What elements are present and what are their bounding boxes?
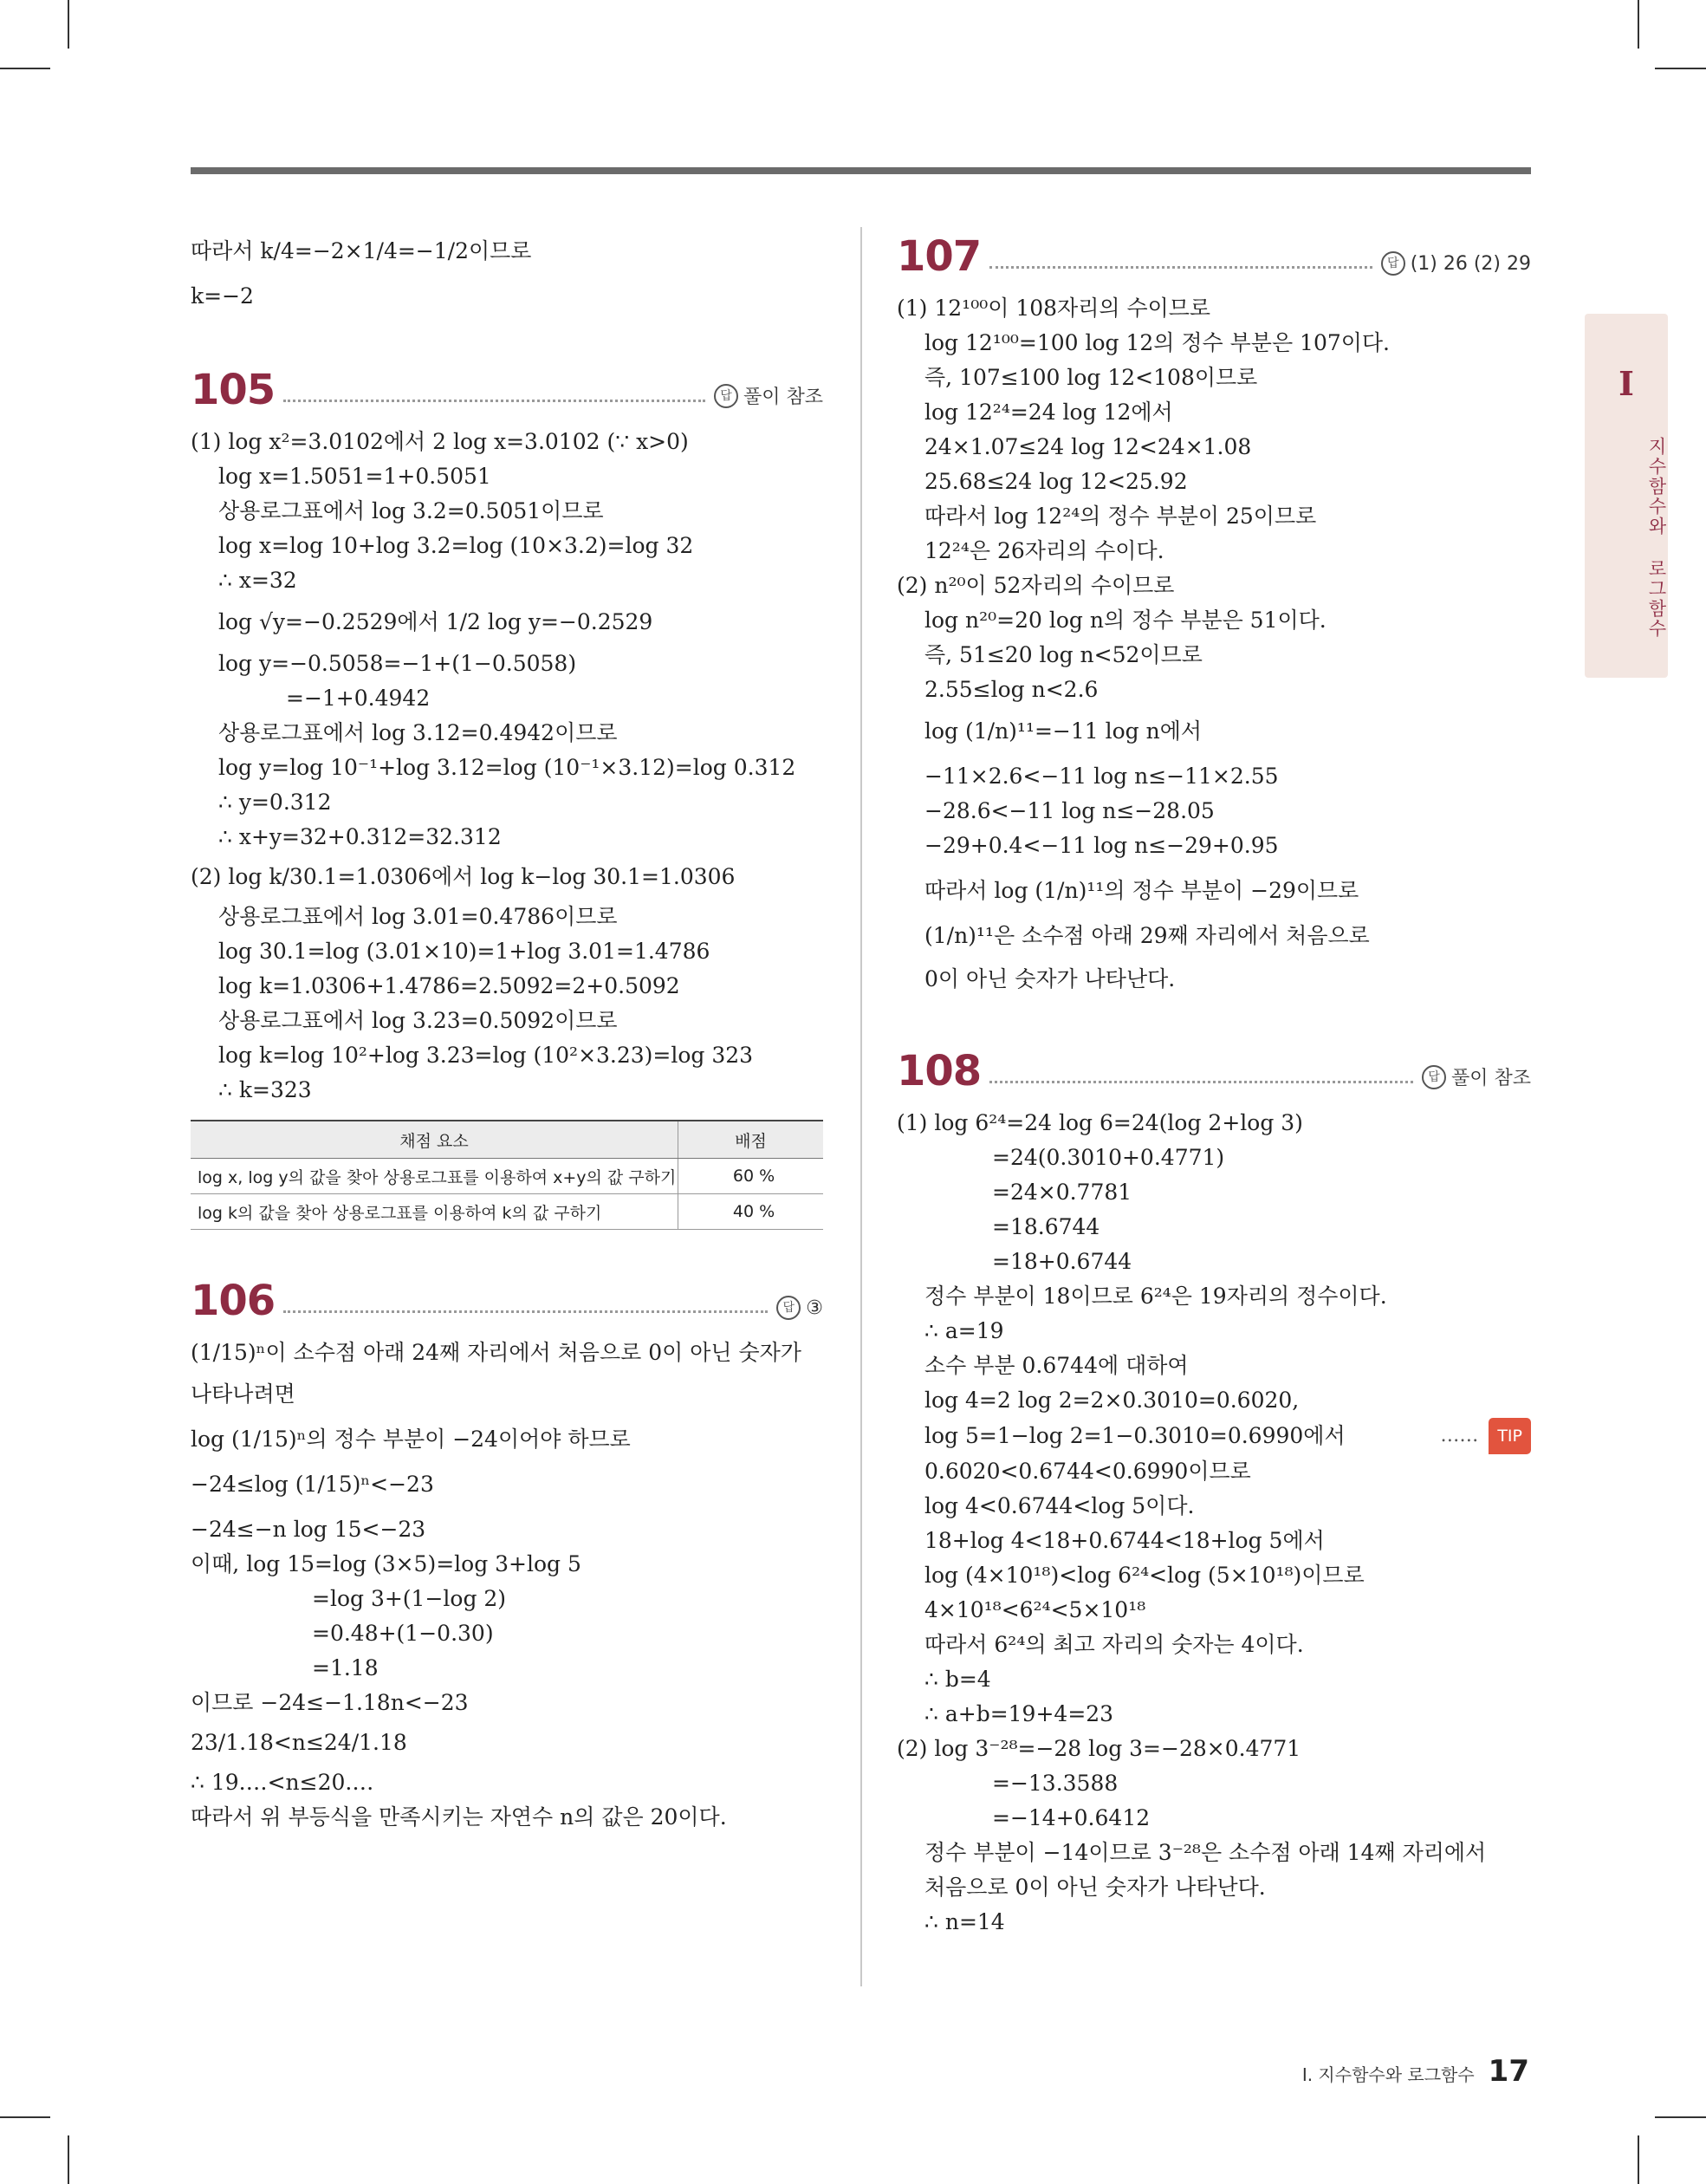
leader-dots bbox=[283, 400, 705, 402]
solution-line: =1.18 bbox=[312, 1655, 379, 1680]
leader-dots bbox=[283, 1310, 768, 1313]
crop-mark bbox=[0, 68, 50, 69]
solution-line: log (1/15)ⁿ의 정수 부분이 −24이어야 하므로 bbox=[191, 1427, 631, 1452]
left-column bbox=[191, 234, 823, 1835]
solution-line: log 30.1=log (3.01×10)=1+log 3.01=1.4786 bbox=[218, 939, 710, 964]
tip-dots: …… bbox=[1440, 1425, 1479, 1446]
solution-line: 정수 부분이 18이므로 6²⁴은 19자리의 정수이다. bbox=[924, 1284, 1387, 1309]
answer-label bbox=[714, 382, 823, 409]
solution-line: (1) log 6²⁴=24 log 6=24(log 2+log 3) bbox=[897, 1110, 1303, 1135]
text-line: 따라서 k/4=−2×1/4=−1/2이므로 bbox=[191, 238, 532, 263]
question-header bbox=[897, 234, 1531, 279]
answer-text: ③ bbox=[806, 1297, 823, 1319]
leader-dots bbox=[989, 266, 1372, 269]
solution-line: ∴ a+b=19+4=23 bbox=[924, 1701, 1114, 1726]
question-header bbox=[191, 1278, 823, 1323]
solution-line: =log 3+(1−log 2) bbox=[312, 1586, 507, 1611]
scoring-table bbox=[191, 1120, 823, 1230]
solution-line-with-tip bbox=[897, 1418, 1531, 1454]
answer-label bbox=[776, 1296, 823, 1320]
answer-text: 풀이 참조 bbox=[1450, 1068, 1531, 1089]
answer-icon: 답 bbox=[776, 1296, 801, 1320]
solution-line: 즉, 107≤100 log 12<108이므로 bbox=[924, 365, 1258, 390]
solution-line: 따라서 log 12²⁴의 정수 부분이 25이므로 bbox=[924, 504, 1317, 529]
solution-line: −24≤−n log 15<−23 bbox=[191, 1517, 426, 1542]
solution-line: 따라서 위 부등식을 만족시키는 자연수 n의 값은 20이다. bbox=[191, 1804, 727, 1830]
solution-line: log k=1.0306+1.4786=2.5092=2+0.5092 bbox=[218, 973, 680, 998]
solution-line: 25.68≤24 log 12<25.92 bbox=[924, 469, 1188, 494]
solution-line: 처음으로 0이 아닌 숫자가 나타난다. bbox=[924, 1875, 1266, 1900]
solution-line: ∴ a=19 bbox=[924, 1318, 1004, 1343]
page-number: 17 bbox=[1488, 2054, 1529, 2089]
chapter-numeral: I bbox=[1618, 364, 1634, 403]
solution-line: (1/15)ⁿ이 소수점 아래 24째 자리에서 처음으로 0이 아닌 숫자가 bbox=[191, 1340, 801, 1365]
solution-line: ∴ k=323 bbox=[218, 1077, 312, 1102]
tip-badge: TIP bbox=[1489, 1418, 1531, 1454]
header-rule bbox=[191, 167, 1531, 174]
solution-line: ∴ n=14 bbox=[924, 1909, 1005, 1934]
question-number: 108 bbox=[897, 1047, 982, 1095]
solution-line: −11×2.6<−11 log n≤−11×2.55 bbox=[924, 764, 1279, 789]
solution-line: −24≤log (1/15)ⁿ<−23 bbox=[191, 1472, 434, 1497]
solution-line: =−1+0.4942 bbox=[286, 686, 431, 711]
solution-line: 이므로 −24≤−1.18n<−23 bbox=[191, 1690, 469, 1715]
solution-line: (2) log k/30.1=1.0306에서 log k−log 30.1=1.0306 bbox=[191, 864, 736, 889]
solution-line: 즉, 51≤20 log n<52이므로 bbox=[924, 642, 1203, 667]
leader-dots bbox=[989, 1081, 1413, 1083]
solution-line: 상용로그표에서 log 3.01=0.4786이므로 bbox=[218, 904, 618, 929]
answer-icon: 답 bbox=[1422, 1065, 1446, 1089]
chapter-tab bbox=[1585, 314, 1668, 678]
solution-line: =24(0.3010+0.4771) bbox=[992, 1145, 1225, 1170]
answer-icon: 답 bbox=[1381, 251, 1405, 276]
solution-line: log x=log 10+log 3.2=log (10×3.2)=log 32 bbox=[218, 533, 694, 558]
solution-line: =18+0.6744 bbox=[992, 1249, 1132, 1274]
answer-text: (1) 26 (2) 29 bbox=[1410, 252, 1531, 275]
crop-mark bbox=[1638, 2135, 1639, 2184]
solution-line: 나타나려면 bbox=[191, 1381, 295, 1407]
solution-line: 정수 부분이 −14이므로 3⁻²⁸은 소수점 아래 14째 자리에서 bbox=[924, 1840, 1487, 1865]
solution-line: 23/1.18<n≤24/1.18 bbox=[191, 1730, 407, 1755]
solution-line: −28.6<−11 log n≤−28.05 bbox=[924, 798, 1215, 823]
solution-line: (2) n²⁰이 52자리의 수이므로 bbox=[897, 573, 1175, 598]
solution-line: log k=log 10²+log 3.23=log (10²×3.23)=log 323 bbox=[218, 1043, 754, 1068]
solution-line: log x=1.5051=1+0.5051 bbox=[218, 464, 491, 489]
answer-text: 풀이 참조 bbox=[743, 387, 823, 408]
solution-line: log y=log 10⁻¹+log 3.12=log (10⁻¹×3.12)=log 0.312 bbox=[218, 755, 796, 780]
solution-line: log 4<0.6744<log 5이다. bbox=[924, 1493, 1195, 1518]
question-number: 107 bbox=[897, 232, 982, 281]
solution-line: log √y=−0.2529에서 1/2 log y=−0.2529 bbox=[218, 609, 653, 634]
solution-line: ∴ x=32 bbox=[218, 568, 297, 593]
solution-line: −29+0.4<−11 log n≤−29+0.95 bbox=[924, 833, 1279, 858]
solution-line: log (4×10¹⁸)<log 6²⁴<log (5×10¹⁸)이므로 bbox=[924, 1563, 1365, 1588]
solution-line: log y=−0.5058=−1+(1−0.5058) bbox=[218, 651, 577, 676]
solution-line: 12²⁴은 26자리의 수이다. bbox=[924, 538, 1164, 563]
solution-line: 이때, log 15=log (3×5)=log 3+log 5 bbox=[191, 1551, 581, 1576]
crop-mark bbox=[0, 2116, 50, 2118]
question-header bbox=[897, 1049, 1531, 1094]
solution-line: ∴ b=4 bbox=[924, 1667, 991, 1692]
solution-line: (2) log 3⁻²⁸=−28 log 3=−28×0.4771 bbox=[897, 1736, 1301, 1761]
solution-line: =24×0.7781 bbox=[992, 1180, 1132, 1205]
solution-line: (1) log x²=3.0102에서 2 log x=3.0102 (∵ x>0) bbox=[191, 429, 689, 454]
solution-line: 상용로그표에서 log 3.23=0.5092이므로 bbox=[218, 1008, 618, 1033]
table-cell: log x, log y의 값을 찾아 상용로그표를 이용하여 x+y의 값 구하기 bbox=[191, 1159, 678, 1194]
question-number: 106 bbox=[191, 1277, 276, 1325]
solution-line: 상용로그표에서 log 3.12=0.4942이므로 bbox=[218, 720, 618, 745]
answer-label bbox=[1381, 251, 1531, 276]
footer-section: Ⅰ. 지수함수와 로그함수 bbox=[1301, 2064, 1475, 2085]
solution-line: log (1/n)¹¹=−11 log n에서 bbox=[924, 718, 1203, 744]
crop-mark bbox=[68, 2135, 69, 2184]
crop-mark bbox=[1638, 0, 1639, 49]
solution-line: =18.6744 bbox=[992, 1214, 1100, 1239]
chapter-title: 지수함수와 로그함수 bbox=[1646, 436, 1667, 639]
table-header: 배점 bbox=[678, 1121, 824, 1159]
solution-line: log 5=1−log 2=1−0.3010=0.6990에서 bbox=[924, 1423, 1346, 1448]
solution-line: (1) 12¹⁰⁰이 108자리의 수이므로 bbox=[897, 296, 1211, 321]
table-header: 채점 요소 bbox=[191, 1121, 678, 1159]
solution-line: 0이 아닌 숫자가 나타난다. bbox=[924, 966, 1176, 991]
solution-line: =−13.3588 bbox=[992, 1771, 1119, 1796]
solution-line: 따라서 log (1/n)¹¹의 정수 부분이 −29이므로 bbox=[924, 878, 1359, 903]
text-line: k=−2 bbox=[191, 283, 254, 309]
solution-line: 2.55≤log n<2.6 bbox=[924, 677, 1099, 702]
solution-line: ∴ 19.…<n≤20.… bbox=[191, 1770, 374, 1795]
solution-line: 24×1.07≤24 log 12<24×1.08 bbox=[924, 434, 1252, 459]
solution-line: 따라서 6²⁴의 최고 자리의 숫자는 4이다. bbox=[924, 1632, 1304, 1657]
solution-line: 4×10¹⁸<6²⁴<5×10¹⁸ bbox=[924, 1597, 1146, 1622]
question-number: 105 bbox=[191, 366, 276, 414]
solution-line: 상용로그표에서 log 3.2=0.5051이므로 bbox=[218, 498, 604, 523]
solution-line: ∴ x+y=32+0.312=32.312 bbox=[218, 824, 502, 849]
solution-line: =0.48+(1−0.30) bbox=[312, 1621, 494, 1646]
solution-line: 0.6020<0.6744<0.6990이므로 bbox=[924, 1459, 1251, 1484]
answer-icon: 답 bbox=[714, 384, 738, 408]
answer-label bbox=[1422, 1063, 1531, 1090]
solution-line: =−14+0.6412 bbox=[992, 1805, 1151, 1830]
solution-line: ∴ y=0.312 bbox=[218, 790, 332, 815]
solution-line: (1/n)¹¹은 소수점 아래 29째 자리에서 처음으로 bbox=[924, 923, 1370, 948]
solution-line: log n²⁰=20 log n의 정수 부분은 51이다. bbox=[924, 608, 1327, 633]
solution-line: log 12¹⁰⁰=100 log 12의 정수 부분은 107이다. bbox=[924, 330, 1390, 355]
table-cell: log k의 값을 찾아 상용로그표를 이용하여 k의 값 구하기 bbox=[191, 1194, 678, 1230]
solution-line: 18+log 4<18+0.6744<18+log 5에서 bbox=[924, 1528, 1325, 1553]
table-row bbox=[191, 1159, 823, 1194]
question-header bbox=[191, 367, 823, 413]
solution-line: log 4=2 log 2=2×0.3010=0.6020, bbox=[924, 1388, 1300, 1413]
page-footer bbox=[1302, 2054, 1529, 2089]
tip-marker bbox=[1440, 1418, 1531, 1454]
column-divider bbox=[860, 227, 862, 1986]
solution-line: log 12²⁴=24 log 12에서 bbox=[924, 400, 1173, 425]
right-column bbox=[897, 234, 1531, 1940]
table-cell: 60 % bbox=[678, 1159, 824, 1194]
solution-line: 소수 부분 0.6744에 대하여 bbox=[924, 1353, 1189, 1378]
crop-mark bbox=[1655, 68, 1706, 69]
table-row bbox=[191, 1194, 823, 1230]
crop-mark bbox=[1655, 2116, 1706, 2118]
table-cell: 40 % bbox=[678, 1194, 824, 1230]
crop-mark bbox=[68, 0, 69, 49]
